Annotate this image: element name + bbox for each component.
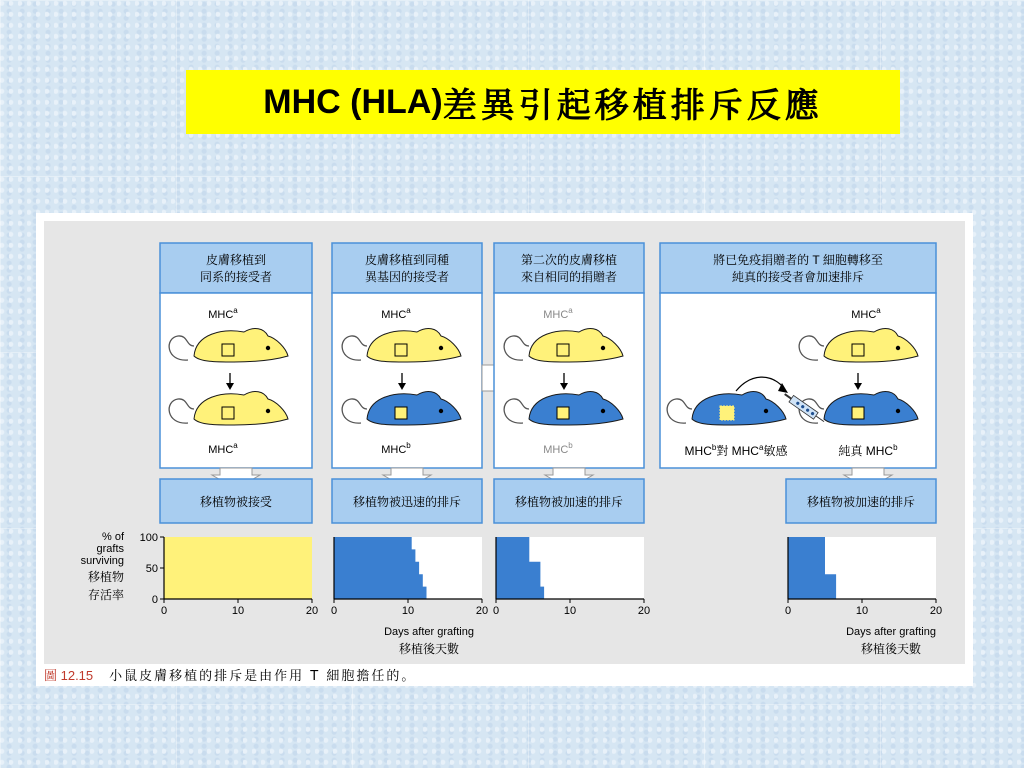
x-tick-label: 0 [330, 605, 338, 617]
x-axis-label-zh-2: 移植後天數 [860, 642, 922, 656]
x-tick-label: 20 [929, 605, 943, 617]
panel3-recipient-label: MHC$^b$ [543, 441, 573, 456]
panel3-header-line1: 第二次的皮膚移植 [520, 253, 618, 267]
y-label-3: surviving [80, 555, 124, 567]
panel4-sensitized-label: MHC$^b$對 MHC$^a$敏感 [684, 443, 788, 458]
x-tick-label: 10 [855, 605, 869, 617]
panel1-header [160, 243, 312, 293]
y-label-5: 存活率 [87, 588, 124, 602]
x-tick-label: 20 [475, 605, 489, 617]
x-tick-label: 0 [160, 605, 168, 617]
x-axis-label-en-2: Days after grafting [846, 626, 936, 638]
panel-t-cell-transfer [660, 243, 936, 523]
title-chinese: 差異引起移植排斥反應 [442, 85, 823, 126]
x-tick-label: 20 [637, 605, 651, 617]
x-tick-label: 10 [563, 605, 577, 617]
panel1-header-line1: 皮膚移植到 [205, 253, 267, 267]
panel2-header-line1: 皮膚移植到同種 [364, 253, 450, 267]
caption-text: 小鼠皮膚移植的排斥是由作用 T 細胞擔任的。 [109, 668, 417, 684]
panel4-result: 移植物被加速的排斥 [806, 495, 916, 509]
figure-diagram [36, 213, 973, 686]
x-tick-label: 0 [492, 605, 500, 617]
panel1-donor-label: MHC$^a$ [208, 306, 238, 321]
x-tick-label: 0 [784, 605, 792, 617]
y-label-2: grafts [96, 543, 124, 555]
x-axis-label-zh: 移植後天數 [398, 642, 460, 656]
panel1-result: 移植物被接受 [199, 495, 273, 509]
survival-curve [164, 537, 312, 599]
panel2-header-line2: 異基因的接受者 [364, 270, 450, 284]
figure-12-15 [36, 213, 973, 686]
y-label-4: 移植物 [87, 570, 124, 584]
figure-caption [44, 664, 416, 684]
panel4-naive-label: 純真 MHC$^b$ [838, 443, 898, 458]
y-axis-title [81, 531, 125, 602]
panel2-donor-label: MHC$^a$ [381, 306, 411, 321]
panel1-recipient-label: MHC$^a$ [208, 441, 238, 456]
figure-number: 圖 12.15 [44, 667, 94, 683]
panel-second-graft [494, 243, 644, 523]
panel3-donor-label: MHC$^a$ [543, 306, 573, 321]
panel3-result: 移植物被加速的排斥 [514, 495, 624, 509]
panel4-donor-label: MHC$^a$ [851, 306, 881, 321]
y-tick-label: 50 [145, 563, 158, 575]
x-tick-label: 20 [305, 605, 319, 617]
x-axis-label-en: Days after grafting [384, 626, 474, 638]
panel3-header-line2: 來自相同的捐贈者 [520, 270, 618, 284]
x-tick-label: 10 [401, 605, 415, 617]
panel4-header-line2: 純真的接受者會加速排斥 [731, 270, 865, 284]
panel-allogeneic [332, 243, 482, 523]
panel4-header-line1: 將已免疫捐贈者的 T 細胞轉移至 [713, 253, 883, 267]
x-tick-label: 10 [231, 605, 245, 617]
slide-title [186, 70, 900, 134]
panel-syngeneic [160, 243, 312, 523]
y-tick-label: 0 [151, 594, 158, 606]
survival-charts [140, 532, 942, 617]
panel2-result: 移植物被迅速的排斥 [352, 495, 462, 509]
panel1-header-line2: 同系的接受者 [199, 270, 273, 284]
y-tick-label: 100 [139, 532, 158, 544]
y-label-1: % of [101, 531, 124, 543]
rejected-graft-icon [720, 406, 734, 420]
title-latin: MHC (HLA) [263, 82, 443, 121]
panel2-recipient-label: MHC$^b$ [381, 441, 411, 456]
